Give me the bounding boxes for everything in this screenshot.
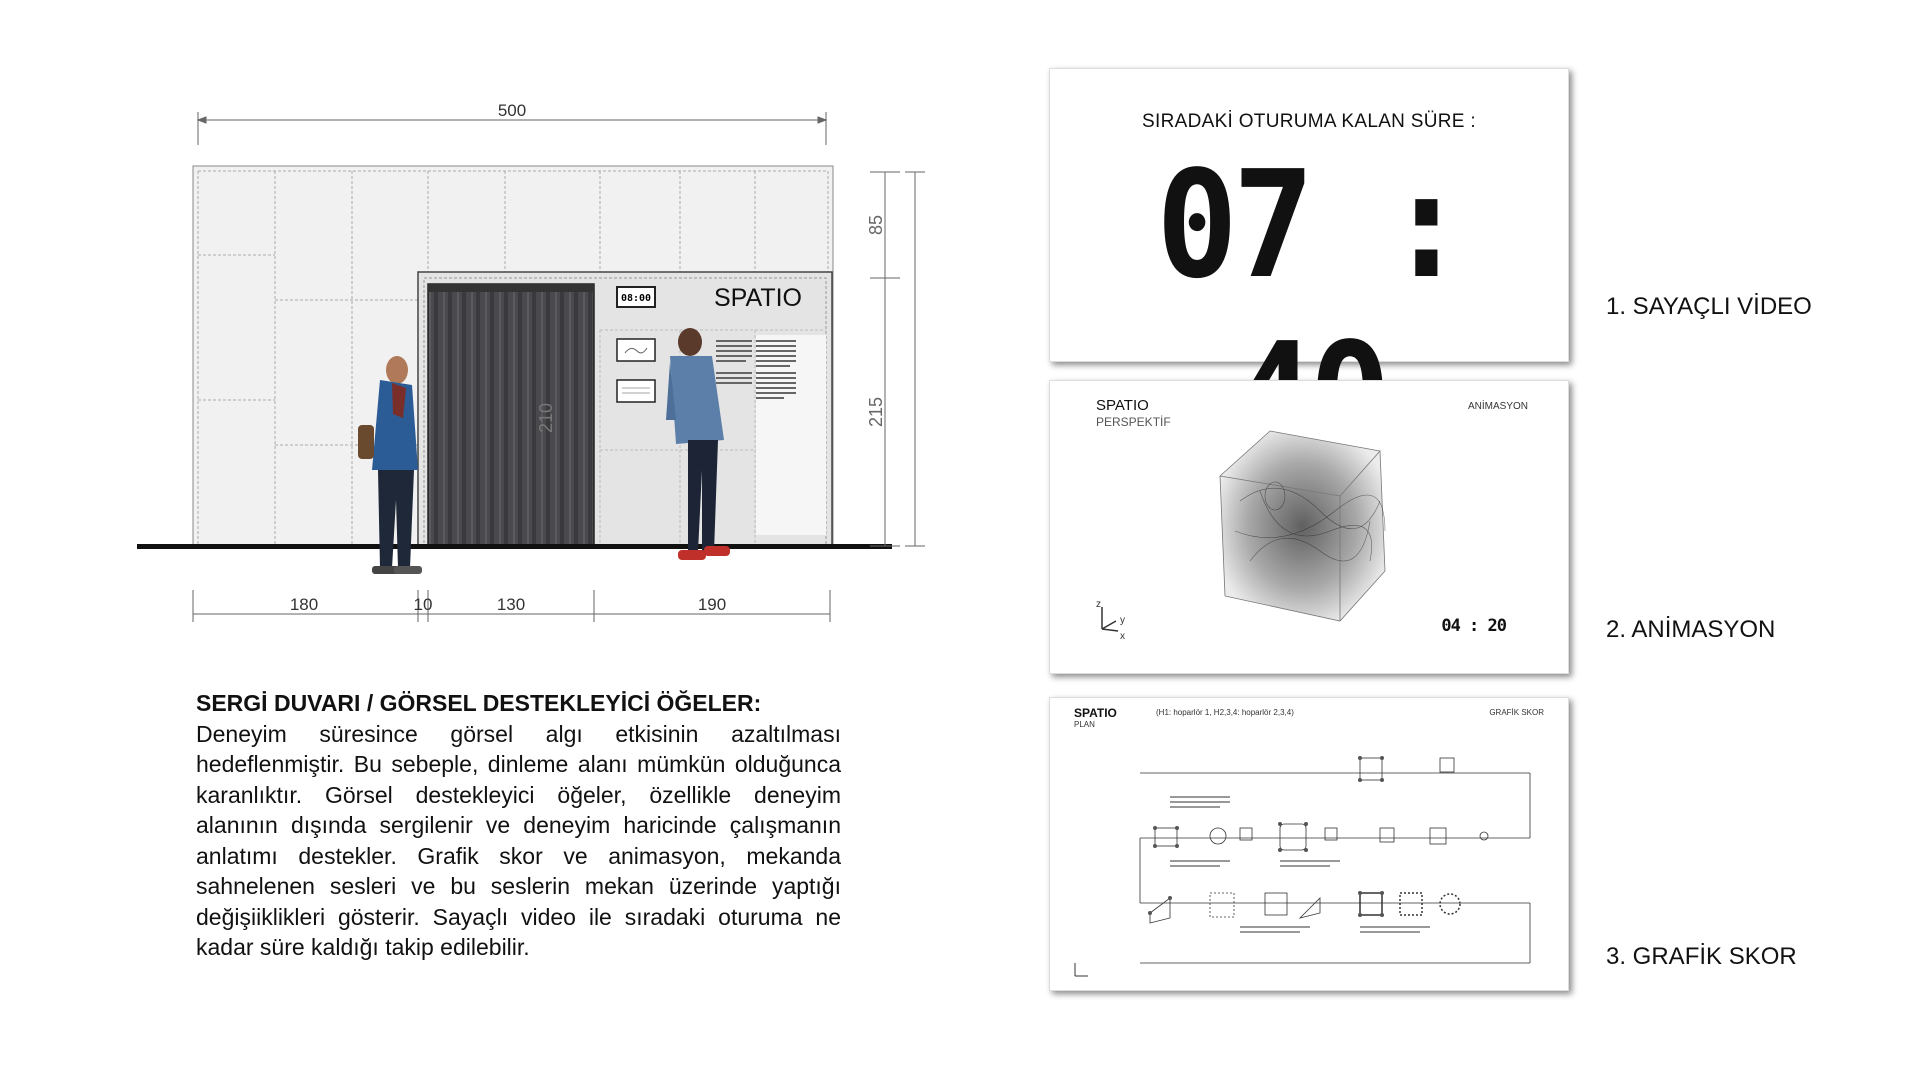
score-brand: SPATIO xyxy=(1074,706,1117,720)
countdown-video-panel xyxy=(1049,68,1569,362)
wall-clock-time: 08:00 xyxy=(620,293,652,304)
graphic-score-panel xyxy=(1049,697,1569,991)
countdown-title: SIRADAKİ OTURUMA KALAN SÜRE : xyxy=(1142,111,1476,132)
curtain xyxy=(428,284,594,548)
score-axes-icon xyxy=(1072,960,1092,980)
animation-timer: 04 : 20 xyxy=(1441,616,1506,636)
axes-icon xyxy=(1096,599,1136,639)
score-note: (H1: hoparlör 1, H2,3,4: hoparlör 2,3,4) xyxy=(1156,708,1294,717)
animation-panel xyxy=(1049,380,1569,674)
score-subtitle: PLAN xyxy=(1074,720,1095,729)
curtain-height-label: 210 xyxy=(536,402,556,434)
countdown-timer: 07 : xyxy=(1156,139,1462,311)
dimension-bottom-3: 130 xyxy=(496,595,526,614)
wall-score-screen xyxy=(617,380,655,402)
description-block xyxy=(196,688,841,963)
description-title: SERGİ DUVARI / GÖRSEL DESTEKLEYİCİ ÖĞELER: xyxy=(196,690,762,716)
label-animation: 2. ANİMASYON xyxy=(1606,616,1776,643)
label-graphic-score: 3. GRAFİK SKOR xyxy=(1606,943,1797,970)
dimension-top-label: 500 xyxy=(497,101,527,120)
axis-x-label: x xyxy=(1120,631,1125,642)
axis-y-label: y xyxy=(1120,615,1125,626)
score-tag: GRAFİK SKOR xyxy=(1489,708,1544,717)
animation-cube-icon xyxy=(1210,421,1410,631)
animation-brand: SPATIO xyxy=(1096,397,1149,414)
graphic-score-diagram xyxy=(1130,728,1550,978)
dimension-bottom-4: 190 xyxy=(697,595,727,614)
wall-elevation-drawing xyxy=(0,0,960,640)
wall-title: SPATIO xyxy=(714,284,802,312)
label-countdown-video: 1. SAYAÇLI VİDEO xyxy=(1606,293,1812,320)
animation-tag: ANİMASYON xyxy=(1467,401,1528,412)
axis-z-label: z xyxy=(1096,599,1101,610)
description-body: Deneyim süresince görsel algı etkisinin azaltılması hedeflenmiştir. Bu sebeple, dinleme alanı mümkün olduğunca karanlıktır. Görsel destekleyici öğeler, özellikle deneyim alanının dışında sergilenir ve deneyim haricinde çalışmanın anlatımı destekler. Grafik skor ve animasyon, mekanda sahnelenen sesleri ve bu seslerin mekan üzerinde yaptığı değişiiklikleri gösterir. Sayaçlı video ile sıradaki oturuma ne kadar süre kaldığı takip edilebilir. xyxy=(196,720,841,960)
dimension-bottom-1: 180 xyxy=(289,595,319,614)
dimension-right-lower-label: 215 xyxy=(866,396,886,428)
animation-subtitle: PERSPEKTİF xyxy=(1096,415,1171,429)
dimension-bottom-2: 10 xyxy=(413,595,433,614)
ground-line xyxy=(137,544,892,549)
dimension-right-upper-label: 85 xyxy=(866,214,886,236)
